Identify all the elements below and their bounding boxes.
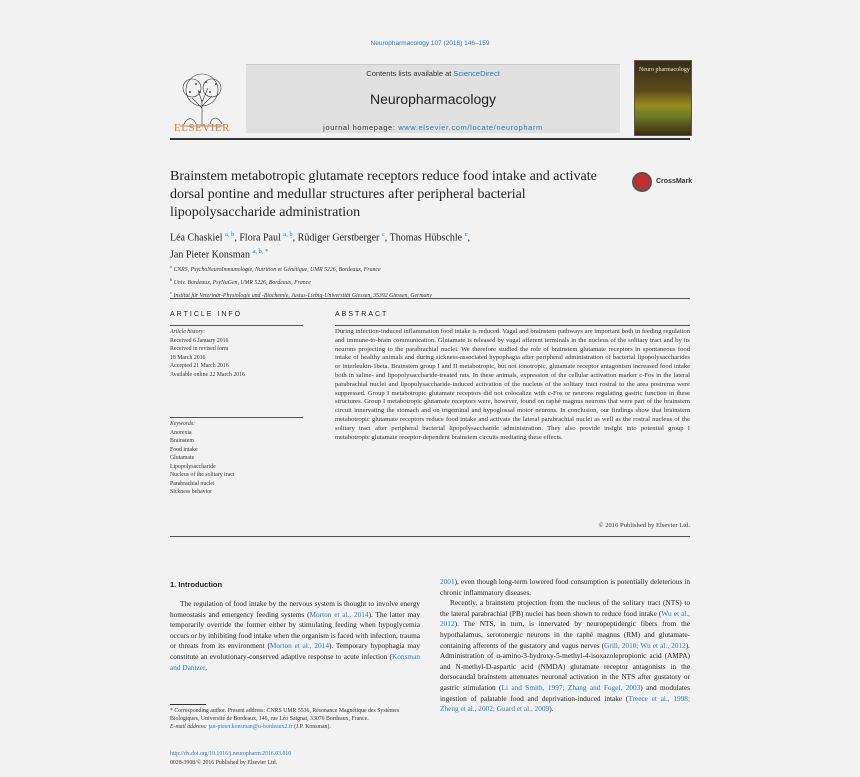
- abstract-heading: ABSTRACT: [335, 311, 389, 318]
- doi-link[interactable]: http://dx.doi.org/10.1016/j.neuropharm.2016.03.010: [170, 751, 292, 757]
- divider: [170, 417, 303, 418]
- abstract-copyright: © 2016 Published by Elsevier Ltd.: [598, 522, 690, 529]
- journal-header: [170, 60, 690, 134]
- abstract-text: During infection-induced inflammation food intake is reduced. Vagal and brainstem pathways are important both in feeding regulation and immune-to-brain communication. Glutamate is released by vagal afferent terminals in the nucleus of the solitary tract and by its neurons projecting to the parabrachial nuclei. We therefore studied the role of brainstem glutamate receptors in spontaneous food intake of healthy animals and during sickness-associated hypophagia after peripheral administration of bacterial lipopolysaccharides or interleukin-1beta. Brainstem group I and II metabotropic, but not ionotropic, glutamate receptor antagonism increased food intake both in saline- and lipopolysaccharide-treated rats. In these animals, expression of the cellular activation marker c-Fos in the lateral parabrachial nuclei and lipopolysaccharide-induced activation of the nucleus of the solitary tract rostral to the area postrema were suppressed. Group I metabotropic glutamate receptors did not colocalize with c-Fos or neurons regulating gastric function in these structures. Group I metabotropic glutamate receptors were, however, found on raphé magnus neurons that were part of the brainstem circuit innervating the stomach and on trigeminal and hypoglossal motor neurons. In conclusion, our findings show that brainstem metabotropic glutamate receptors reduce food intake and activate the lateral parabrachial nuclei as well as the rostral nucleus of the solitary tract after peripheral bacterial lipopolysaccharide administration. They also provide insight into potential group I metabotropic glutamate receptor-dependent brainstem circuits mediating these effects.: [335, 328, 690, 441]
- footnote: * Corresponding author. Present address: CNRS UMR 5536, Résonance Magnétique des Systèmes Biologiques, Université de Bordeaux, 146, rue Léo Saignat, 33076 Bordeaux, France. E-mail address: jan-pieter.konsman@u-bordeaux2.fr (J.P. Konsman).: [170, 707, 420, 732]
- journal-banner: [246, 64, 620, 133]
- citation-link[interactable]: Konsman and Dantzer,: [170, 651, 420, 672]
- history-item: Available online 22 March 2016: [170, 371, 245, 378]
- contents-line: Contents lists available at ScienceDirect: [366, 69, 500, 78]
- crossmark-badge[interactable]: CrossMark: [632, 172, 692, 196]
- article-info-heading: ARTICLE INFO: [170, 311, 243, 318]
- article-title: Brainstem metabotropic glutamate receptors reduce food intake and activate dorsal pontine and medullar structures after peripheral bacterial lipopolysaccharide administration: [170, 169, 597, 220]
- body-text: ). The latter may temporarily override the former either by stimulating feeding when hypoglycemia occurs or by inhibiting food intake when the organism is faced with infection, trauma or threats from its environment (: [170, 609, 421, 651]
- cover-title: Neuro pharmacology: [639, 67, 690, 73]
- divider: [170, 298, 690, 299]
- author[interactable]: Thomas Hübschle: [389, 232, 463, 244]
- intro-left-column: [170, 599, 420, 673]
- body-text: Recently, a brainstem projection from the nucleus of the solitary tract (NTS) to the lateral parabrachial (PB) nuclei has been shown to reduce food intake (: [440, 598, 690, 618]
- footnote-rule: [170, 704, 206, 705]
- keyword: Nucleus of the solitary tract: [170, 472, 235, 478]
- affiliations: $^a$ CNRS, PsychoNeuroImmunologie, Nutrition et Génétique, UMR 5226, Bordeaux, France $^b$ Univ. Bordeaux, PsyNuGen, UMR 5226, Bordeaux, France $^c$ Institut für Veterinär-Physiologie und -Biochemie, Justus-Liebig-Universität Giessen, 35392 Giessen, Germany: [170, 264, 432, 299]
- intro-right-column: [440, 577, 690, 715]
- doi-block: [170, 750, 470, 767]
- author[interactable]: Flora Paul: [239, 232, 281, 244]
- corresponding-author-note: * Corresponding author. Present address: CNRS UMR 5536, Résonance Magnétique des Systèmes Biologiques, Université de Bordeaux, 146, rue Léo Saignat, 33076 Bordeaux, France.: [170, 708, 400, 723]
- author[interactable]: Jan Pieter Konsman: [170, 249, 250, 261]
- header-rule: [170, 138, 690, 140]
- author-list: Léa Chaskiel $^{a, b}$, Flora Paul $^{a, b}$, Rüdiger Gerstberger $^c$, Thomas Hübschle $^c$, Jan Pieter Konsman $^{a, b, *}$: [170, 231, 470, 261]
- keyword: Parabrachial nuclei: [170, 480, 215, 487]
- journal-name: Neuropharmacology: [369, 91, 497, 107]
- citation-link[interactable]: Morton et al., 2014: [309, 609, 369, 619]
- homepage-line: journal homepage: www.elsevier.com/locate/neuropharm: [323, 123, 543, 132]
- author[interactable]: Rüdiger Gerstberger: [297, 232, 380, 244]
- history-item: 18 March 2016: [170, 354, 206, 361]
- email-link[interactable]: jan-pieter.konsman@u-bordeaux2.fr: [208, 724, 293, 731]
- divider: [170, 536, 690, 537]
- citation-link[interactable]: Treece et al., 1998; Zheng et al., 2002; Guard et al., 2009: [440, 693, 690, 714]
- publisher-wordmark: ELSEVIER: [174, 122, 230, 134]
- author[interactable]: Léa Chaskiel: [170, 232, 223, 244]
- citation-link[interactable]: Morton et al., 2014: [269, 641, 329, 651]
- paragraph: [170, 599, 420, 673]
- paragraph: [440, 577, 690, 598]
- introduction-heading: 1. Introduction: [170, 580, 223, 589]
- citation-link[interactable]: Grill, 2010; Wu et al., 2012: [604, 640, 686, 650]
- keyword: Sickness behavior: [170, 489, 213, 495]
- keyword: Anorexia: [170, 429, 192, 436]
- body-text: ).: [549, 704, 554, 714]
- keywords: Keywords: Anorexia Brainstem Food intake Glutamate Lipopolysaccharide Nucleus of the solitary tract Parabrachial nuclei Sickness behavior: [170, 420, 303, 497]
- affiliation: Institut für Veterinär-Physiologie und -Biochemie, Justus-Liebig-Universität Giessen, 35392 Giessen, Germany: [173, 292, 432, 299]
- affiliation: Univ. Bordeaux, PsyNuGen, UMR 5226, Bordeaux, France: [173, 279, 311, 286]
- journal-cover-image: [634, 60, 692, 136]
- journal-homepage-link[interactable]: www.elsevier.com/locate/neuropharm: [398, 123, 543, 132]
- affiliation: CNRS, PsychoNeuroImmunologie, Nutrition et Génétique, UMR 5226, Bordeaux, France: [173, 266, 381, 273]
- crossmark-icon: [632, 172, 652, 192]
- body-text: ). Administration of α-amino-3-hydroxy-5-methyl-4-isoxazolepropionic acid (AMPA) and N-methyl-D-aspartic acid (NMDA) glutamate receptor antagonists in the dorsocaudal brainstem attenuates neuronal activation in the NTS after gustatory or gastric stimulation (: [440, 640, 690, 692]
- keyword: Food intake: [170, 446, 198, 453]
- history-item: Received 6 January 2016: [170, 337, 229, 344]
- sciencedirect-link[interactable]: ScienceDirect: [453, 69, 500, 78]
- keyword: Lipopolysaccharide: [170, 463, 216, 470]
- divider: [335, 325, 690, 326]
- history-item: Received in revised form: [170, 346, 229, 352]
- body-text: ). The NTS, in turn, is innervated by neuropeptidergic fibers from the hypothalamus, serotonergic neurons in the raphé magnus (RM) and glutamate-containing afferents of the gustatory and vagus nerves (: [440, 619, 690, 650]
- body-text: ). Temporary hypophagia may constitute an evolutionary-conserved adaptive response to acute infection (: [170, 641, 420, 661]
- body-text: The regulation of food intake by the nervous system is thought to involve energy homeostasis and emergency feeding systems (: [170, 599, 420, 619]
- citation-link[interactable]: Li and Smith, 1997; Zhang and Fogel, 2003: [501, 682, 641, 692]
- body-text: ), even though long-term lowered food consumption is potentially deleterious in chronic inflammatory diseases.: [440, 577, 690, 597]
- issn-line: 0028-3908/© 2016 Published by Elsevier Ltd.: [170, 759, 278, 766]
- divider: [170, 325, 303, 326]
- article-page: [160, 30, 700, 766]
- journal-reference[interactable]: Neuropharmacology 107 (2016) 146–159: [370, 40, 490, 47]
- citation-link[interactable]: Wu et al., 2012: [440, 608, 690, 629]
- keyword: Glutamate: [170, 455, 195, 461]
- paragraph: [440, 598, 690, 715]
- keyword: Brainstem: [170, 438, 194, 444]
- history-item: Accepted 21 March 2016: [170, 363, 229, 369]
- citation-link[interactable]: 2001: [440, 577, 455, 586]
- article-history: Article history: Received 6 January 2016 Received in revised form 18 March 2016 Accepted 21 March 2016 Available online 22 March 2016: [170, 328, 303, 379]
- body-text: ) and modulates ingestion of palatable food and deprivation-induced intake (: [440, 682, 691, 703]
